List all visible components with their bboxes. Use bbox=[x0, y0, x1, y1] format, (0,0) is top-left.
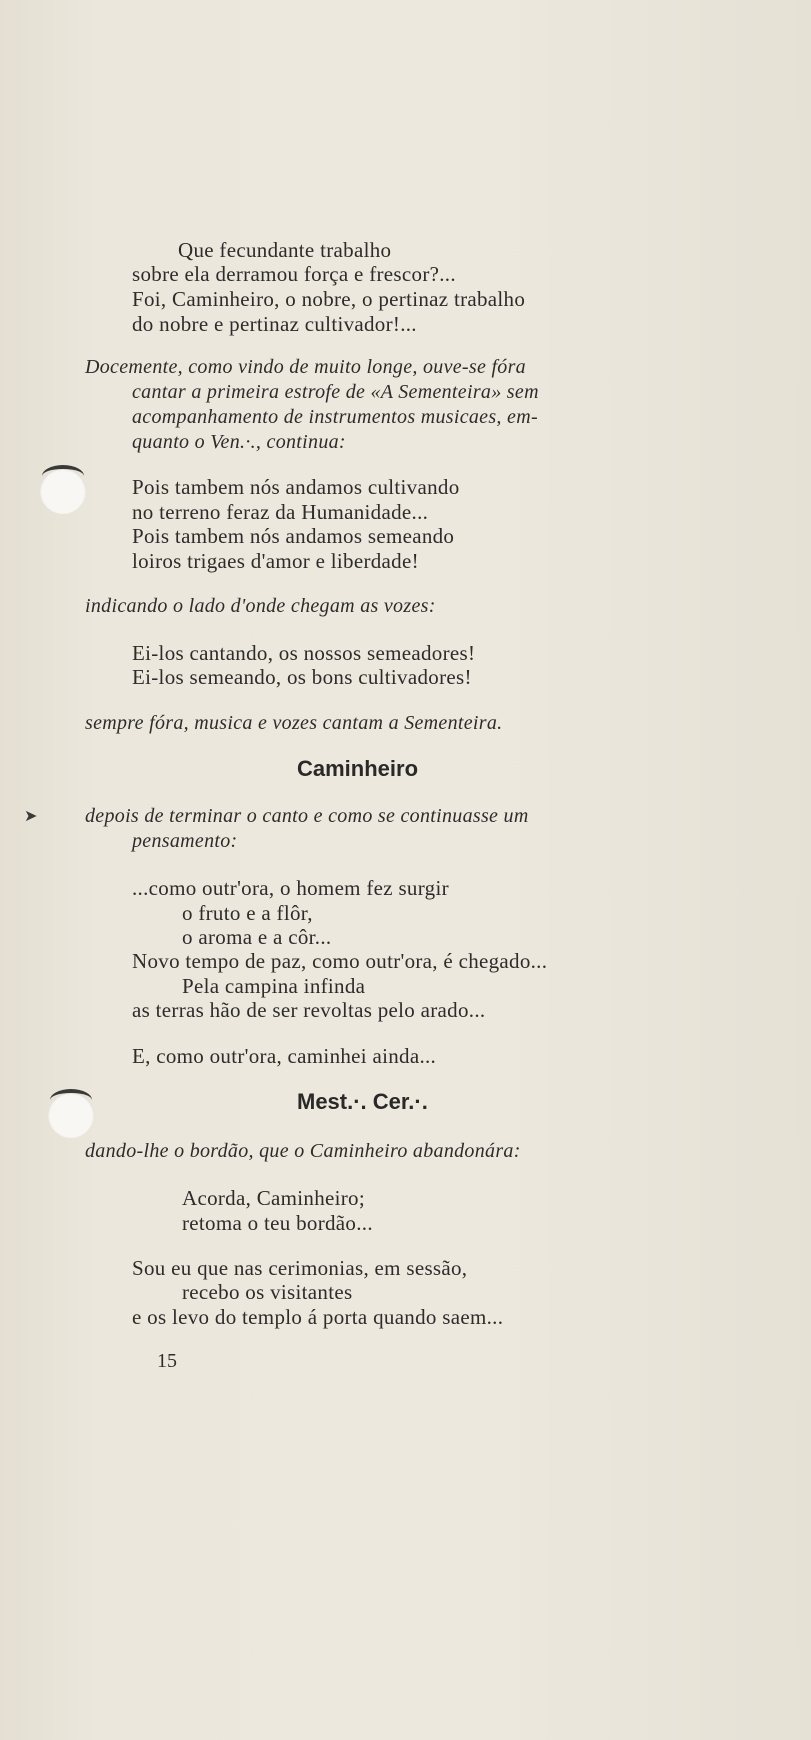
verse-line: Acorda, Caminheiro; bbox=[182, 1186, 365, 1210]
stage-direction: cantar a primeira estrofe de «A Sementeira» sem bbox=[132, 381, 539, 403]
stage-direction: quanto o Ven.·., continua: bbox=[132, 431, 346, 453]
verse-line: loiros trigaes d'amor e liberdade! bbox=[132, 549, 419, 573]
verse-line: ...como outr'ora, o homem fez surgir bbox=[132, 876, 449, 900]
verse-line: o fruto e a flôr, bbox=[182, 901, 313, 925]
verse-line: Ei-los cantando, os nossos semeadores! bbox=[132, 641, 476, 665]
stage-direction: pensamento: bbox=[132, 830, 238, 852]
text-line: Foi, Caminheiro, o nobre, o pertinaz trabalho bbox=[132, 287, 526, 311]
verse-line: as terras hão de ser revoltas pelo arado... bbox=[132, 998, 486, 1022]
verse-line: recebo os visitantes bbox=[182, 1280, 353, 1304]
verse-line: o aroma e a côr... bbox=[182, 925, 332, 949]
stage-direction: Docemente, como vindo de muito longe, ouve-se fóra bbox=[85, 356, 526, 378]
speaker-heading: Mest.·. Cer.·. bbox=[297, 1089, 428, 1114]
stage-direction: indicando o lado d'onde chegam as vozes: bbox=[85, 595, 436, 617]
speaker-heading: Caminheiro bbox=[297, 756, 419, 781]
verse-line: e os levo do templo á porta quando saem... bbox=[132, 1305, 504, 1329]
verse-line: Sou eu que nas cerimonias, em sessão, bbox=[132, 1256, 468, 1280]
verse-line: Pois tambem nós andamos semeando bbox=[132, 524, 455, 548]
verse-line: Pois tambem nós andamos cultivando bbox=[132, 475, 460, 499]
stage-direction: acompanhamento de instrumentos musicaes, em- bbox=[132, 406, 538, 428]
arrow-mark-icon: ➤ bbox=[24, 808, 38, 825]
verse-line: Novo tempo de paz, como outr'ora, é chegado... bbox=[132, 949, 548, 973]
punch-hole-bottom bbox=[48, 1092, 94, 1138]
text-line: do nobre e pertinaz cultivador!... bbox=[132, 312, 417, 336]
verse-line: Ei-los semeando, os bons cultivadores! bbox=[132, 665, 472, 689]
page-number: 15 bbox=[157, 1350, 177, 1372]
verse-line: no terreno feraz da Humanidade... bbox=[132, 500, 429, 524]
stage-direction: sempre fóra, musica e vozes cantam a Sementeira. bbox=[85, 712, 503, 734]
text-line: sobre ela derramou força e frescor?... bbox=[132, 262, 456, 286]
verse-line: retoma o teu bordão... bbox=[182, 1211, 373, 1235]
stage-direction: depois de terminar o canto e como se continuasse um bbox=[85, 805, 529, 827]
stage-direction: dando-lhe o bordão, que o Caminheiro abandonára: bbox=[85, 1140, 521, 1162]
punch-hole-top bbox=[40, 468, 86, 514]
text-line: Que fecundante trabalho bbox=[178, 238, 392, 262]
verse-line: E, como outr'ora, caminhei ainda... bbox=[132, 1044, 437, 1068]
verse-line: Pela campina infinda bbox=[182, 974, 366, 998]
